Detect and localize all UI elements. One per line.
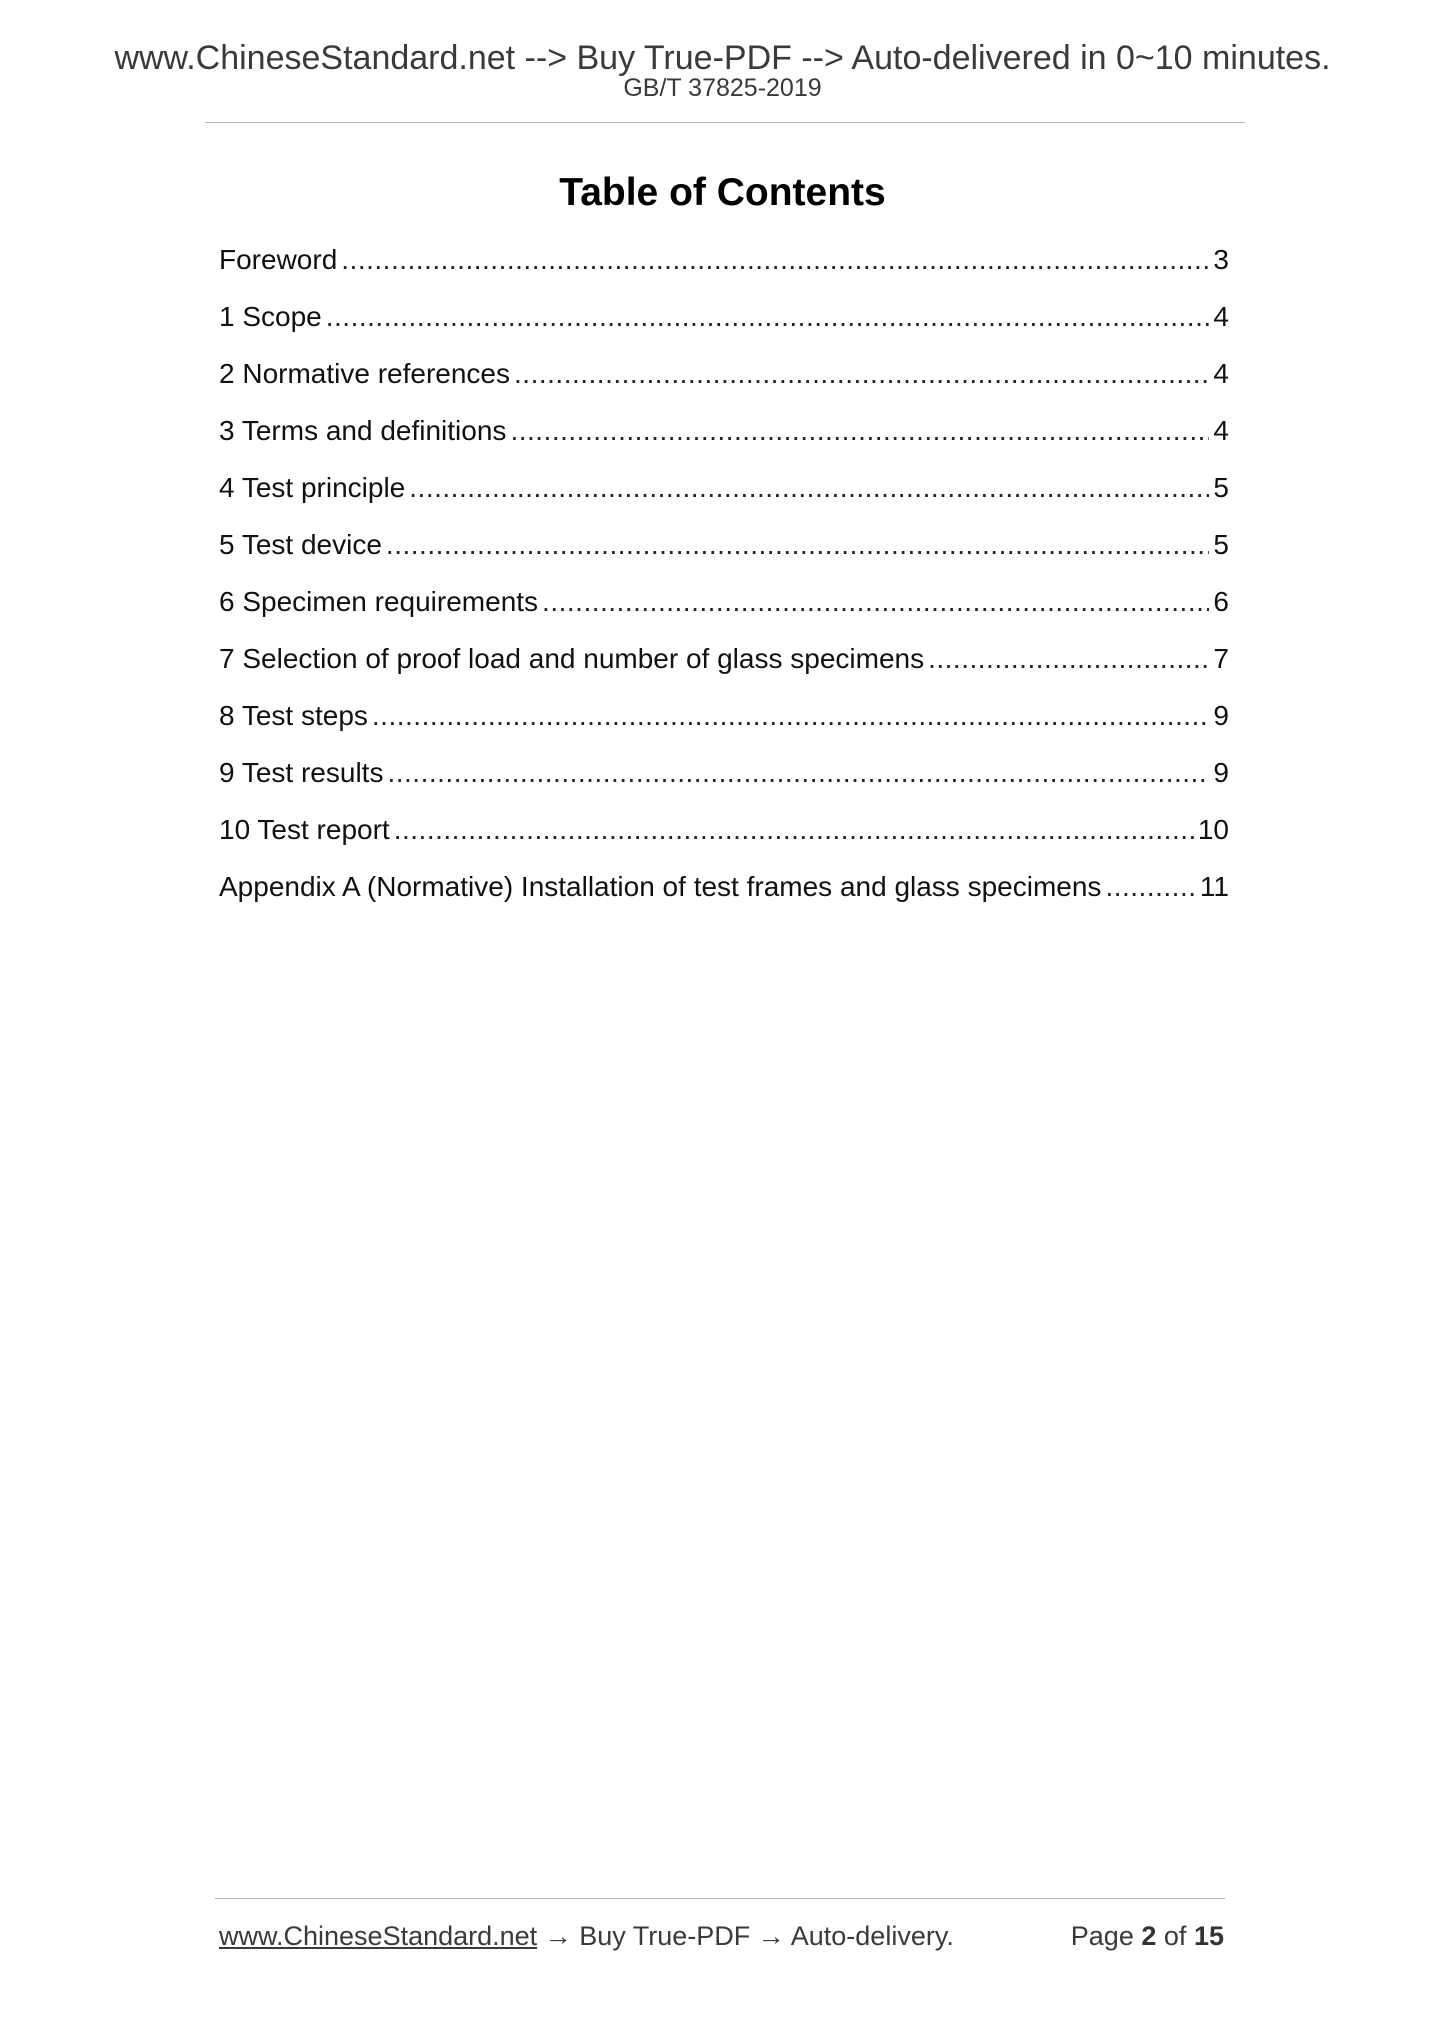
toc-dot-leader bbox=[394, 810, 1194, 850]
toc-entry-label: 3 Terms and definitions bbox=[219, 415, 507, 446]
toc-entry-specimen-requirements[interactable] bbox=[219, 582, 1229, 639]
toc-dot-leader bbox=[341, 240, 1209, 280]
toc-title: Table of Contents bbox=[559, 171, 886, 214]
toc-dot-leader bbox=[928, 639, 1209, 679]
toc-entry-proof-load-selection[interactable] bbox=[219, 639, 1229, 696]
toc-entry-label: 10 Test report bbox=[219, 814, 390, 845]
toc-entry-label: Appendix A (Normative) Installation of test frames and glass specimens bbox=[219, 871, 1102, 902]
toc-entry-label: 8 Test steps bbox=[219, 700, 368, 731]
toc-entry-label: 7 Selection of proof load and number of glass specimens bbox=[219, 643, 925, 674]
toc-entry-page: 7 bbox=[1213, 643, 1229, 674]
toc-entry-scope[interactable] bbox=[219, 297, 1229, 354]
toc-entry-label: 4 Test principle bbox=[219, 472, 406, 503]
table-of-contents bbox=[219, 240, 1229, 924]
toc-entry-page: 4 bbox=[1213, 301, 1229, 332]
toc-entry-label: Foreword bbox=[219, 244, 338, 275]
toc-entry-terms-and-definitions[interactable] bbox=[219, 411, 1229, 468]
page-word: Page bbox=[1070, 1921, 1134, 1951]
toc-dot-leader bbox=[387, 753, 1209, 793]
toc-entry-page: 9 bbox=[1213, 700, 1229, 731]
toc-dot-leader bbox=[1105, 867, 1195, 907]
toc-entry-page: 9 bbox=[1213, 757, 1229, 788]
toc-dot-leader bbox=[514, 354, 1209, 394]
toc-entry-page: 5 bbox=[1213, 472, 1229, 503]
toc-entry-page: 4 bbox=[1213, 415, 1229, 446]
toc-dot-leader bbox=[510, 411, 1209, 451]
toc-entry-page: 4 bbox=[1213, 358, 1229, 389]
toc-entry-appendix-a[interactable] bbox=[219, 867, 1229, 924]
toc-dot-leader bbox=[409, 468, 1209, 508]
toc-entry-label: 5 Test device bbox=[219, 529, 382, 560]
footer-website-link[interactable]: www.ChineseStandard.net bbox=[219, 1921, 538, 1951]
footer-divider bbox=[215, 1898, 1225, 1899]
page-indicator bbox=[1071, 1918, 1224, 1954]
footer-tagline: → Buy True-PDF → Auto-delivery. bbox=[544, 1921, 954, 1951]
of-word: of bbox=[1163, 1921, 1187, 1951]
current-page-number: 2 bbox=[1141, 1921, 1157, 1951]
document-number: GB/T 37825-2019 bbox=[623, 74, 822, 102]
toc-entry-label: 2 Normative references bbox=[219, 358, 511, 389]
toc-entry-label: 1 Scope bbox=[219, 301, 322, 332]
toc-entry-test-results[interactable] bbox=[219, 753, 1229, 810]
toc-entry-page: 11 bbox=[1199, 871, 1229, 902]
toc-entry-page: 6 bbox=[1213, 586, 1229, 617]
toc-entry-test-principle[interactable] bbox=[219, 468, 1229, 525]
toc-entry-page: 10 bbox=[1197, 814, 1229, 845]
toc-dot-leader bbox=[386, 525, 1210, 565]
toc-entry-label: 9 Test results bbox=[219, 757, 384, 788]
toc-entry-test-device[interactable] bbox=[219, 525, 1229, 582]
toc-dot-leader bbox=[326, 297, 1210, 337]
toc-entry-test-report[interactable] bbox=[219, 810, 1229, 867]
page-footer bbox=[219, 1918, 1224, 1954]
toc-entry-page: 5 bbox=[1213, 529, 1229, 560]
toc-entry-page: 3 bbox=[1213, 244, 1229, 275]
toc-dot-leader bbox=[542, 582, 1209, 622]
toc-dot-leader bbox=[372, 696, 1210, 736]
header-divider bbox=[205, 122, 1245, 123]
toc-entry-normative-references[interactable] bbox=[219, 354, 1229, 411]
toc-entry-test-steps[interactable] bbox=[219, 696, 1229, 753]
toc-entry-foreword[interactable] bbox=[219, 240, 1229, 297]
header-banner: www.ChineseStandard.net --> Buy True-PDF --> Auto-delivered in 0~10 minutes. bbox=[114, 39, 1331, 77]
toc-entry-label: 6 Specimen requirements bbox=[219, 586, 539, 617]
total-pages-number: 15 bbox=[1193, 1921, 1224, 1951]
